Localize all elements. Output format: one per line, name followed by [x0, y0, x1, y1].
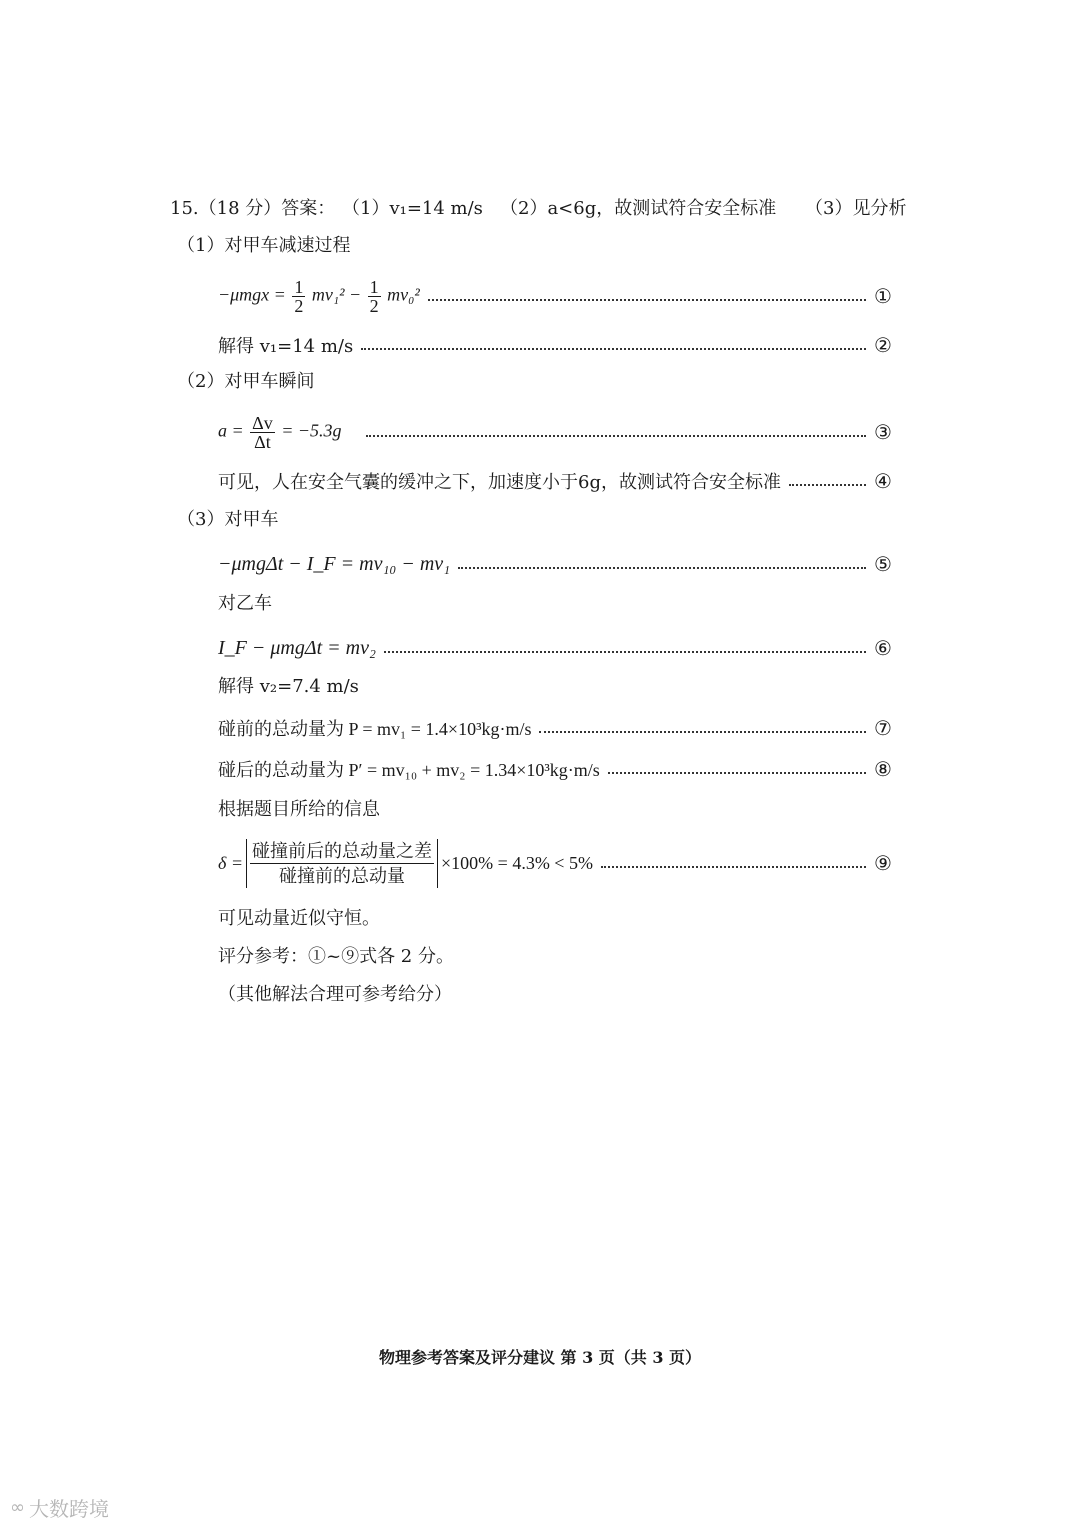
conclusion-2: 可见，人在安全气囊的缓冲之下，加速度小于6g，故测试符合安全标准: [218, 472, 781, 493]
part1-title: （1）对甲车减速过程: [177, 235, 351, 256]
eq1-right: mv₀²: [387, 284, 420, 305]
part3-title: （3）对甲车: [177, 509, 279, 530]
dv-dt-fraction: [250, 414, 275, 451]
dot-leader: [384, 651, 866, 653]
equation-6-row: [218, 634, 894, 662]
abs-bracket: [246, 839, 438, 888]
circled-mark-9: ⑨: [874, 851, 892, 875]
circled-mark-6: ⑥: [874, 636, 892, 660]
ratio-fraction: [250, 839, 434, 888]
circled-mark-4: ④: [874, 469, 892, 493]
equation-9: [218, 839, 593, 888]
dot-leader: [361, 348, 866, 350]
equation-7: 碰前的总动量为 P = mv₁ = 1.4×10³kg·m/s: [218, 719, 532, 739]
answer-2: （2）a<6g，故测试符合安全标准: [500, 198, 777, 219]
equation-9-row: [218, 836, 894, 890]
part3-subtitle: 对乙车: [218, 593, 272, 614]
watermark-text: 大数跨境: [29, 1497, 109, 1521]
equation-3-row: [218, 412, 894, 452]
dot-leader: [539, 731, 866, 733]
eq1-mid: mv₁² −: [311, 284, 362, 305]
solution-v2: 解得 v₂=7.4 m/s: [218, 676, 359, 697]
equation-8: 碰后的总动量为 P′ = mv₁₀ + mv₂ = 1.34×10³kg·m/s: [218, 760, 600, 780]
half-den: 2: [294, 295, 304, 316]
equation-6: I_F − μmgΔt = mv₂: [218, 636, 376, 659]
question-number: 15.（18 分）答案：: [170, 198, 336, 219]
ratio-num: 碰撞前后的总动量之差: [250, 839, 434, 864]
half-fraction: [292, 278, 305, 315]
alternate-note: （其他解法合理可参考给分）: [218, 984, 452, 1005]
dot-leader: [608, 772, 866, 774]
half-num: 1: [294, 276, 304, 297]
eq3-right: = −5.3g: [281, 420, 342, 441]
eq1-left: −μmgx =: [218, 284, 286, 305]
equation-1-row: [218, 276, 894, 316]
part2-title: （2）对甲车瞬间: [177, 371, 315, 392]
solution-1: 解得 v₁=14 m/s: [218, 336, 354, 357]
answer-3: （3）见分析: [805, 198, 907, 219]
equation-7-row: [218, 715, 894, 741]
eq3-left: a =: [218, 420, 244, 441]
solution-1-row: [218, 333, 894, 357]
circled-mark-5: ⑤: [874, 552, 892, 576]
circled-mark-8: ⑧: [874, 757, 892, 781]
dot-leader: [601, 866, 866, 868]
conclusion-3: 可见动量近似守恒。: [218, 908, 380, 929]
dot-leader: [458, 567, 866, 569]
conclusion-2-row: [218, 469, 894, 493]
half-den-2: 2: [369, 295, 379, 316]
equation-3: [218, 414, 342, 451]
equation-5-row: [218, 550, 894, 578]
half-fraction-2: [368, 278, 381, 315]
info-line: 根据题目所给的信息: [218, 799, 380, 820]
dot-leader: [366, 435, 866, 437]
equation-8-row: [218, 756, 894, 782]
dot-leader: [789, 484, 866, 486]
circled-mark-7: ⑦: [874, 716, 892, 740]
watermark: [10, 1493, 109, 1522]
equation-1: [218, 278, 420, 315]
scoring-note: 评分参考：①~⑨式各 2 分。: [218, 946, 454, 967]
answer-1: （1）v₁=14 m/s: [342, 198, 483, 219]
dt: Δt: [254, 431, 271, 452]
eq9-right: ×100% = 4.3% < 5%: [441, 852, 593, 873]
circled-mark-3: ③: [874, 420, 892, 444]
watermark-logo-icon: ∞: [10, 1497, 25, 1518]
dv: Δv: [252, 412, 273, 433]
eq9-left: δ =: [218, 852, 244, 873]
circled-mark-2: ②: [874, 333, 892, 357]
page-footer: 物理参考答案及评分建议 第 3 页（共 3 页）: [378, 1348, 702, 1367]
dot-leader: [428, 299, 866, 301]
half-num-2: 1: [369, 276, 379, 297]
equation-5: −μmgΔt − I_F = mv₁₀ − mv₁: [218, 552, 451, 575]
circled-mark-1: ①: [874, 284, 892, 308]
ratio-den: 碰撞前的总动量: [279, 865, 406, 886]
